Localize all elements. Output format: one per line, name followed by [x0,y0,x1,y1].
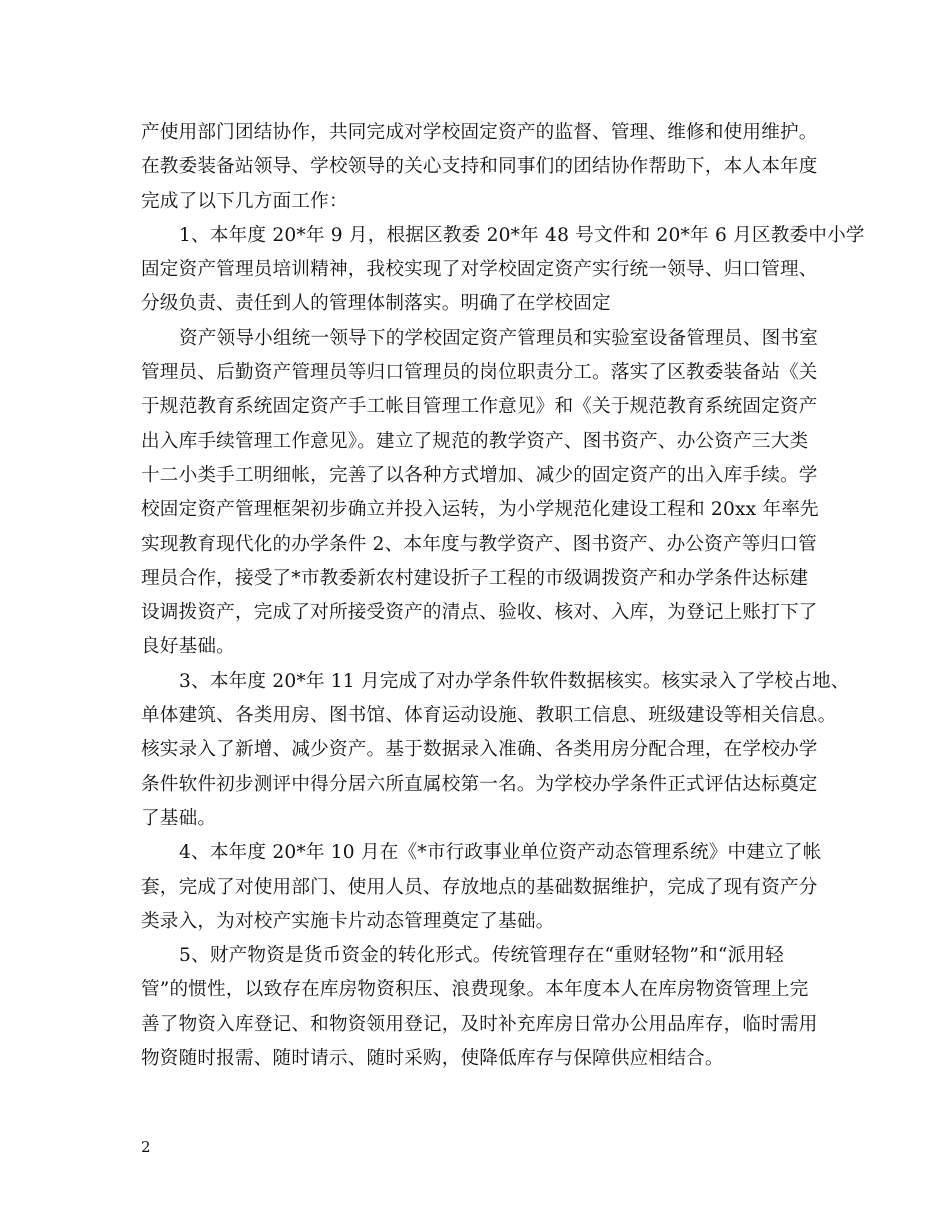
text-line: 分级负责、责任到人的管理体制落实。明确了在学校固定 [141,293,611,315]
text-line: 单体建筑、各类用房、图书馆、体育运动设施、教职工信息、班级建设等相关信息。 [141,705,837,727]
text-line: 十二小类手工明细帐，完善了以各种方式增加、减少的固定资产的出入库手续。学 [141,464,818,486]
text-line: 类录入，为对校产实施卡片动态管理奠定了基础。 [141,910,555,932]
text-line: 完成了以下几方面工作： [141,190,348,212]
text-line: 实现教育现代化的办学条件 2、本年度与教学资产、图书资产、办公资产等归口管 [141,533,817,555]
text-line: 固定资产管理员培训精神，我校实现了对学校固定资产实行统一领导、归口管理、 [141,259,818,281]
text-line: 设调拨资产，完成了对所接受资产的清点、验收、核对、入库，为登记上账打下了 [141,602,818,624]
text-line: 良好基础。 [141,636,235,658]
text-line: 套，完成了对使用部门、使用人员、存放地点的基础数据维护，完成了现有资产分 [141,876,818,898]
text-line: 在教委装备站领导、学校领导的关心支持和同事们的团结协作帮助下，本人本年度 [141,156,818,178]
text-line: 善了物资入库登记、和物资领用登记，及时补充库房日常办公用品库存，临时需用 [141,1013,818,1035]
body-text [141,116,865,1076]
text-line: 3、本年度 20*年 11 月完成了对办学条件软件数据核实。核实录入了学校占地、 [179,670,850,692]
text-line: 5、财产物资是货币资金的转化形式。传统管理存在“重财轻物”和“派用轻 [179,945,784,967]
text-line: 管理员、后勤资产管理员等归口管理员的岗位职责分工。落实了区教委装备站《关 [141,362,818,384]
text-line: 资产领导小组统一领导下的学校固定资产管理员和实验室设备管理员、图书室 [179,327,818,349]
page-number: 2 [141,1138,151,1156]
text-line: 出入库手续管理工作意见》。建立了规范的教学资产、图书资产、办公资产三大类 [141,430,809,452]
text-line: 1、本年度 20*年 9 月，根据区教委 20*年 48 号文件和 20*年 6 月区教委中小学 [179,224,865,246]
text-line: 校固定资产管理框架初步确立并投入运转，为小学规范化建设工程和 20xx 年率先 [141,499,819,521]
text-line: 理员合作，接受了*市教委新农村建设折子工程的市级调拨资产和办学条件达标建 [141,567,809,589]
text-line: 产使用部门团结协作，共同完成对学校固定资产的监督、管理、维修和使用维护。 [141,122,818,143]
text-line: 物资随时报需、随时请示、随时采购，使降低库存与保障供应相结合。 [141,1048,724,1070]
text-line: 4、本年度 20*年 10 月在《*市行政事业单位资产动态管理系统》中建立了帐 [179,842,822,864]
text-line: 管”的惯性，以致存在库房物资积压、浪费现象。本年度本人在库房物资管理上完 [141,979,809,1001]
text-line: 了基础。 [141,807,217,829]
text-line: 条件软件初步测评中得分居六所直属校第一名。为学校办学条件正式评估达标奠定 [141,773,818,795]
text-line: 于规范教育系统固定资产手工帐目管理工作意见》和《关于规范教育系统固定资产 [141,396,818,418]
text-line: 核实录入了新增、减少资产。基于数据录入准确、各类用房分配合理，在学校办学 [141,739,818,761]
